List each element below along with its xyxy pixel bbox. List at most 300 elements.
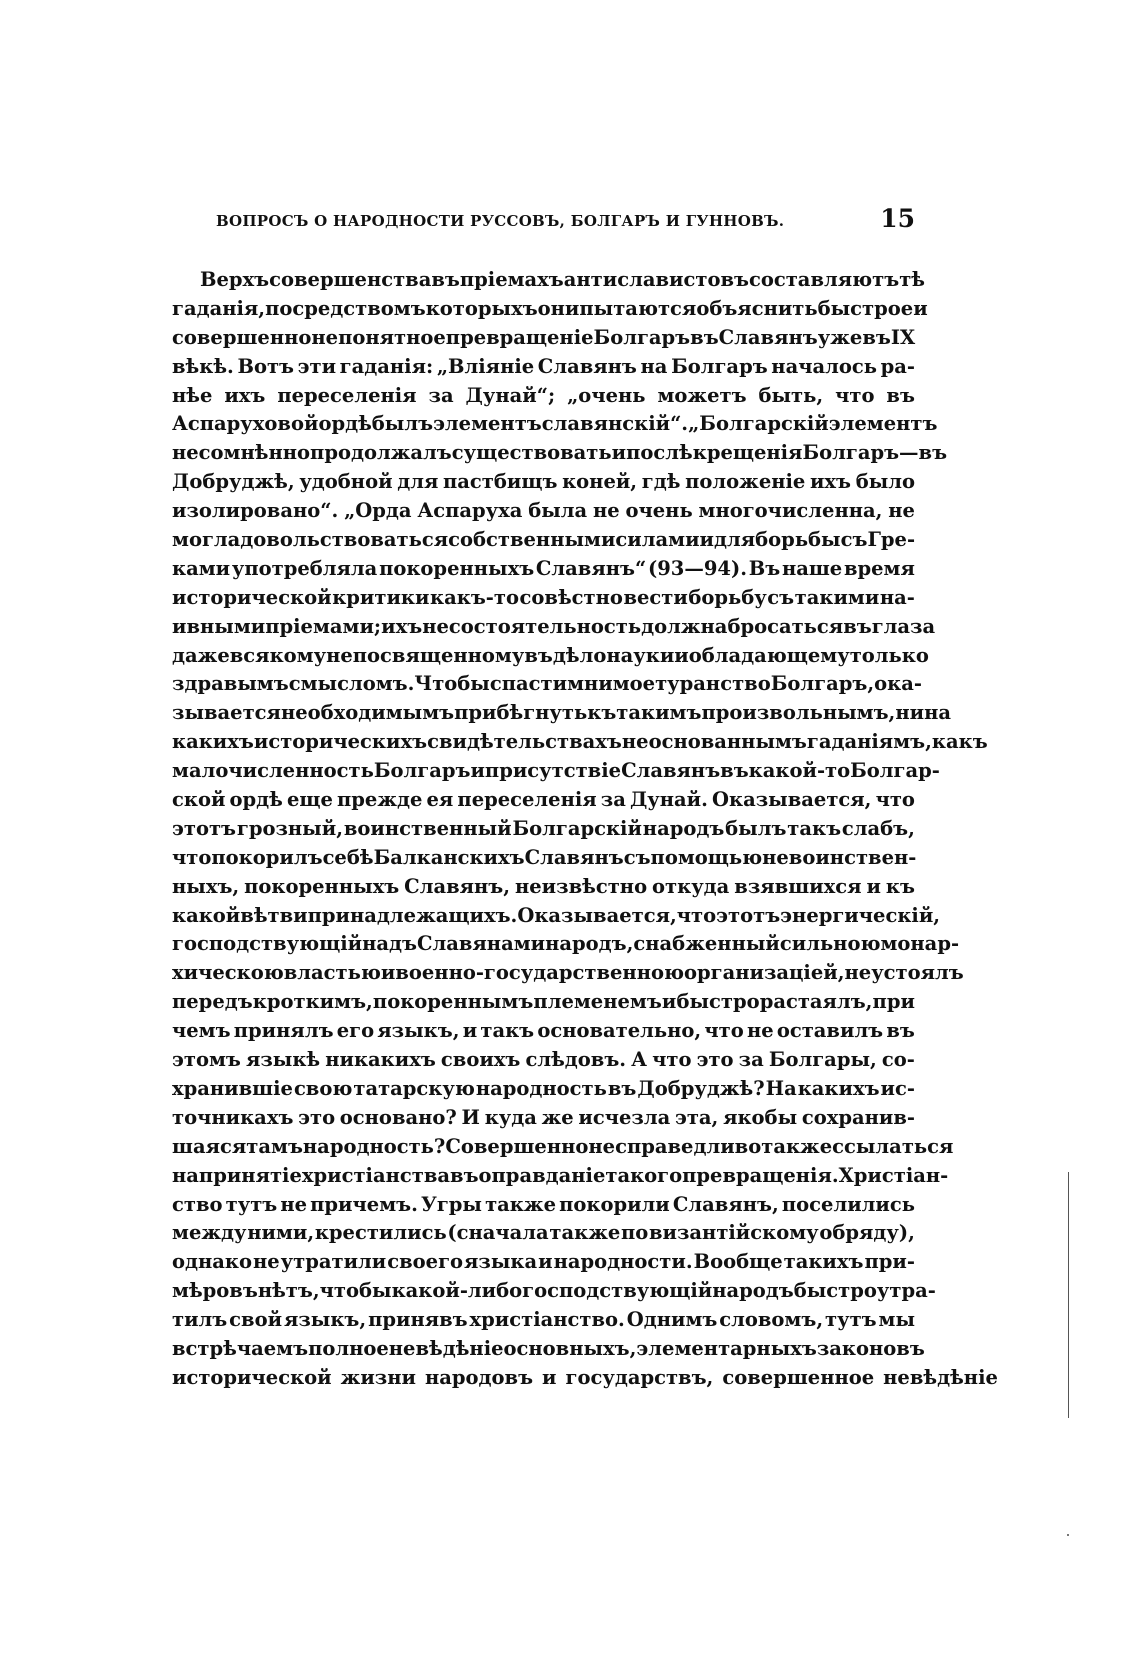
word: Славянъ,: [404, 874, 511, 898]
word: бросаться: [727, 614, 844, 638]
word: основано?: [339, 1105, 457, 1129]
word: съ: [840, 528, 868, 552]
text-line: [172, 1133, 954, 1162]
word: силами: [615, 528, 700, 552]
word: основаннымъ: [648, 730, 807, 754]
text-line: [172, 1219, 915, 1248]
word: для: [714, 528, 756, 552]
word: невѣдѣніе: [388, 1336, 504, 1360]
word: своихъ: [440, 1048, 521, 1072]
word: нѣтъ,: [257, 1279, 320, 1303]
word: крещенія: [692, 441, 803, 465]
text-line: [172, 757, 940, 786]
word: дѣло: [552, 643, 607, 667]
word: якобы: [723, 1105, 798, 1129]
word: былъ: [371, 412, 434, 436]
word: военно-государственною: [395, 961, 684, 985]
word: въ: [886, 1019, 915, 1043]
word: татарскую: [353, 1076, 475, 1100]
word: народовъ: [424, 1365, 534, 1389]
text-line: [172, 613, 936, 642]
word: исторической: [172, 585, 332, 609]
word: Добруджѣ?: [637, 1076, 765, 1100]
word: изолировано“.: [172, 499, 339, 523]
word: такъ: [787, 816, 842, 840]
word: науки: [606, 643, 675, 667]
word: элементъ: [433, 412, 542, 436]
word: невоинствен-: [762, 845, 917, 869]
word: что: [835, 383, 875, 407]
word: „Вліяніе: [436, 354, 535, 378]
word: превращеніе: [445, 325, 594, 349]
word: между: [172, 1221, 247, 1245]
word: ивными: [172, 614, 266, 638]
word: Болгаръ: [671, 354, 768, 378]
word: принятіе: [198, 1163, 302, 1187]
word: Вообще: [693, 1250, 783, 1274]
word: мнимое: [567, 672, 656, 696]
word: съ: [767, 585, 795, 609]
word: властью: [283, 961, 381, 985]
word: быстро: [676, 990, 760, 1014]
word: Однимъ: [626, 1308, 718, 1332]
word: Болгаръ,: [770, 672, 875, 696]
word: Аспаруха: [417, 499, 523, 523]
word: на-: [879, 585, 915, 609]
word: и: [542, 1365, 557, 1389]
word: утра-: [876, 1279, 936, 1303]
word: какъ: [931, 730, 988, 754]
word: оправданіе: [478, 1163, 606, 1187]
word: монар-: [880, 932, 960, 956]
running-title: ВОПРОСЪ О НАРОДНОСТИ РУССОВЪ, БОЛГАРЪ И ГУННОВЪ.: [216, 212, 785, 230]
word: элементъ: [828, 412, 938, 436]
word: Славянъ: [718, 325, 818, 349]
word: Оказывается,: [517, 903, 677, 927]
word: словомъ,: [719, 1308, 824, 1332]
word: народъ,: [545, 932, 634, 956]
word: также: [761, 1134, 833, 1158]
word: языка: [464, 1250, 538, 1274]
word: уже: [817, 325, 863, 349]
word: Оказывается,: [712, 788, 872, 812]
word: такъ: [480, 1019, 535, 1043]
word: удобной: [299, 470, 393, 494]
word: борьбы: [755, 528, 841, 552]
word: коней,: [562, 470, 638, 494]
word: Верхъ: [200, 268, 270, 291]
word: Аспаруховой: [172, 412, 319, 436]
word: тамъ: [246, 1134, 303, 1158]
text-line: [172, 353, 915, 382]
word: необходимымъ: [280, 701, 455, 725]
word: исторической: [172, 1365, 332, 1389]
word: чемъ: [172, 1019, 231, 1043]
word: объяснить: [696, 296, 818, 320]
text-line: [172, 1075, 915, 1104]
word: покоренныхъ: [244, 874, 400, 898]
word: и: [866, 874, 881, 898]
word: въ: [431, 268, 460, 291]
word: народъ: [712, 1279, 794, 1303]
word: какихъ: [172, 730, 254, 754]
text-line: [172, 1277, 936, 1306]
word: (93—94).: [647, 556, 747, 580]
word: и: [913, 296, 928, 320]
word: антиславистовъ: [563, 268, 749, 291]
word: полное: [308, 1336, 389, 1360]
word: не: [888, 499, 915, 523]
word: и: [611, 441, 627, 465]
text-line: [172, 1248, 915, 1277]
word: Славянъ: [537, 354, 637, 378]
text-line: [172, 1191, 915, 1220]
text-line: [172, 902, 941, 931]
word: спасти: [489, 672, 568, 696]
text-line: [172, 930, 960, 959]
text-line: [172, 728, 988, 757]
word: какъ-то: [430, 585, 519, 609]
word: борьбу: [688, 585, 767, 609]
word: византійскому: [648, 1221, 819, 1245]
word: неизвѣстно: [515, 874, 648, 898]
word: тѣ: [899, 268, 925, 291]
word: тутъ: [825, 1308, 877, 1332]
word: была: [528, 499, 588, 523]
word: кроткимъ,: [252, 990, 373, 1014]
word: не: [746, 1019, 774, 1043]
word: гдѣ: [641, 470, 681, 494]
text-line: [172, 786, 915, 815]
word: Совершенно: [445, 1134, 589, 1158]
word: невѣдѣніе: [883, 1365, 998, 1389]
word: ея: [426, 788, 454, 812]
word: грозный,: [236, 816, 343, 840]
word: наше: [781, 556, 843, 580]
word: при: [872, 990, 915, 1014]
word: этотъ: [172, 816, 237, 840]
word: никакихъ: [325, 1048, 436, 1072]
text-line: [172, 1306, 915, 1335]
word: свой: [229, 1308, 283, 1332]
word: себѣ: [322, 845, 374, 869]
word: Славянъ: [621, 759, 721, 783]
word: Болгары,: [768, 1048, 877, 1072]
word: государствъ,: [565, 1365, 714, 1389]
word: совершенства: [269, 268, 432, 291]
word: сохранив-: [801, 1105, 915, 1129]
word: какихъ: [797, 1076, 880, 1100]
word: не: [252, 1250, 280, 1274]
word: ихъ: [224, 383, 266, 407]
word: Болгаръ: [593, 325, 691, 349]
word: помощью: [650, 845, 763, 869]
word: чтобы: [319, 1279, 392, 1303]
word: Угры: [421, 1192, 482, 1216]
word: ними,: [247, 1221, 315, 1245]
word: за: [600, 788, 626, 812]
word: что: [875, 788, 915, 812]
word: своего: [387, 1250, 464, 1274]
text-line: [172, 295, 928, 324]
word: Гре-: [867, 528, 916, 552]
text-line: [172, 988, 915, 1017]
word: по: [620, 1221, 649, 1245]
word: Дунай.: [629, 788, 708, 812]
word: здравымъ: [172, 672, 289, 696]
word: ихъ: [381, 614, 423, 638]
word: за: [738, 1048, 764, 1072]
text-line: [172, 410, 938, 439]
word: не: [844, 961, 872, 985]
word: не: [592, 499, 620, 523]
word: превращенія.: [682, 1163, 839, 1187]
body-text: [172, 266, 998, 1393]
word: исчезла: [578, 1105, 671, 1129]
word: господствующій: [522, 1279, 713, 1303]
word: Славянъ,: [672, 1192, 779, 1216]
word: прибѣгнуть: [454, 701, 588, 725]
word: покореннымъ: [372, 990, 534, 1014]
word: можетъ: [657, 383, 747, 407]
word: вести: [623, 585, 688, 609]
word: съ: [623, 845, 651, 869]
word: такого: [605, 1163, 683, 1187]
word: зывается: [172, 701, 281, 725]
word: началось: [771, 354, 877, 378]
word: Вотъ: [237, 354, 294, 378]
word: Болгарскій: [512, 816, 642, 840]
word: снабженный: [633, 932, 780, 956]
word: племенемъ: [533, 990, 662, 1014]
word: въ: [524, 643, 553, 667]
word: нѣе: [172, 383, 213, 407]
word: посредствомъ: [265, 296, 426, 320]
text-line: [172, 497, 915, 526]
text-line: [172, 1104, 915, 1133]
word: тутъ: [225, 1192, 278, 1216]
word: покоренныхъ: [379, 556, 535, 580]
word: Славянъ“: [535, 556, 647, 580]
word: славянскій“.: [541, 412, 689, 436]
word: такимъ: [616, 701, 702, 725]
word: тилъ: [172, 1308, 228, 1332]
text-line: [172, 584, 915, 613]
word: несправедливо: [588, 1134, 762, 1158]
word: Въ: [748, 556, 781, 580]
word: поселились: [781, 1192, 915, 1216]
word: этотъ: [716, 903, 781, 927]
word: обладающему: [688, 643, 850, 667]
word: же: [541, 1105, 574, 1129]
word: глаза: [871, 614, 936, 638]
word: основательно,: [537, 1019, 702, 1043]
word: на: [640, 354, 668, 378]
word: крестились: [314, 1221, 447, 1245]
word: господствующій: [172, 932, 363, 956]
word: Чтобы: [414, 672, 490, 696]
text-line: [172, 873, 915, 902]
word: взявшихся: [734, 874, 862, 898]
word: растаялъ,: [759, 990, 873, 1014]
word: былъ: [725, 816, 787, 840]
word: гаданіямъ,: [806, 730, 932, 754]
text-line: [172, 1335, 925, 1364]
word: туранство: [655, 672, 771, 696]
word: и: [462, 1019, 478, 1043]
word: основныхъ,: [503, 1336, 637, 1360]
word: они: [537, 296, 580, 320]
word: даже: [172, 643, 230, 667]
text-line: [172, 1046, 915, 1075]
word: для: [397, 470, 439, 494]
text-line: [172, 642, 929, 671]
word: языкъ,: [377, 1019, 460, 1043]
word: Христіан-: [838, 1163, 949, 1187]
word: христіанства: [301, 1163, 451, 1187]
word: посвященному: [352, 643, 525, 667]
word: къ: [587, 701, 617, 725]
word: при-: [864, 1250, 915, 1274]
word: собственными: [448, 528, 616, 552]
text-line: [172, 526, 915, 555]
word: „Орда: [344, 499, 412, 523]
word: элементарныхъ: [636, 1336, 817, 1360]
word: Добруджѣ,: [172, 470, 295, 494]
word: не: [621, 730, 649, 754]
word: ссылаться: [832, 1134, 954, 1158]
word: хическою: [172, 961, 284, 985]
word: ордѣ: [229, 788, 283, 812]
word: продолжалъ: [310, 441, 452, 465]
word: причемъ.: [310, 1192, 418, 1216]
word: гаданія,: [172, 296, 266, 320]
word: очень: [625, 499, 693, 523]
word: принялъ: [233, 1019, 334, 1043]
word: языкѣ: [245, 1048, 321, 1072]
word: шаяся: [172, 1134, 247, 1158]
text-line: [172, 1017, 915, 1046]
word: составляютъ: [748, 268, 900, 291]
word: и: [470, 759, 485, 783]
word: ис-: [880, 1076, 915, 1100]
book-page: [172, 204, 998, 1393]
word: и: [380, 961, 396, 985]
word: прежде: [337, 788, 423, 812]
word: мѣровъ: [172, 1279, 258, 1303]
word: за: [428, 383, 454, 407]
word: несостоятельность: [422, 614, 642, 638]
text-line: [172, 670, 922, 699]
word: слѣдовъ.: [525, 1048, 627, 1072]
word: и: [538, 1250, 553, 1274]
word: жизни: [340, 1365, 416, 1389]
word: ныхъ,: [172, 874, 240, 898]
word: также: [485, 1192, 556, 1216]
word: Славянами: [416, 932, 546, 956]
word: свою: [293, 1076, 353, 1100]
word: въ: [886, 383, 915, 407]
text-line: [172, 555, 915, 584]
margin-scan-mark: [1067, 1534, 1069, 1536]
word: покорили: [559, 1192, 670, 1216]
word: также: [549, 1221, 621, 1245]
word: въ: [450, 1163, 479, 1187]
word: что: [676, 903, 717, 927]
word: къ: [885, 874, 915, 898]
word: ока-: [874, 672, 922, 696]
word: Балканскихъ: [373, 845, 525, 869]
word: ни: [895, 701, 925, 725]
word: такими: [794, 585, 880, 609]
word: быть,: [758, 383, 824, 407]
word: покорилъ: [211, 845, 323, 869]
word: этомъ: [172, 1048, 241, 1072]
word: пріемахъ: [459, 268, 564, 291]
word: что: [652, 1048, 692, 1072]
word: многочисленна,: [698, 499, 883, 523]
word: свидѣтельствахъ: [427, 730, 622, 754]
word: въ: [690, 325, 719, 349]
word: малочисленность: [172, 759, 374, 783]
word: точникахъ: [172, 1105, 294, 1129]
word: эти: [297, 354, 337, 378]
word: такихъ: [783, 1250, 864, 1274]
word: Болгаръ: [373, 759, 471, 783]
word: мы: [878, 1308, 915, 1332]
word: всякому: [229, 643, 327, 667]
word: какой-либо: [391, 1279, 523, 1303]
word: совѣстно: [519, 585, 623, 609]
word: непонятное: [311, 325, 446, 349]
text-line: [172, 844, 915, 873]
running-head: [172, 204, 915, 244]
word: однако: [172, 1250, 252, 1274]
word: языкъ,: [283, 1308, 367, 1332]
word: должна: [641, 614, 728, 638]
text-line: [172, 1364, 998, 1393]
word: христіанство.: [469, 1308, 625, 1332]
word: въ: [843, 614, 872, 638]
word: на: [172, 1163, 199, 1187]
word: ство: [172, 1192, 223, 1216]
word: совершенное: [722, 1365, 875, 1389]
word: энергическій,: [780, 903, 941, 927]
word: это: [298, 1105, 336, 1129]
word: критики: [332, 585, 430, 609]
text-line: [172, 324, 915, 353]
text-line: [172, 468, 915, 497]
text-line: [172, 959, 964, 988]
word: было: [855, 470, 915, 494]
word: со-: [881, 1048, 915, 1072]
word: не: [326, 643, 353, 667]
word: встрѣчаемъ: [172, 1336, 309, 1360]
word: положеніе: [685, 470, 806, 494]
word: какой-то: [748, 759, 851, 783]
word: совершенно: [172, 325, 312, 349]
word: присутствіе: [484, 759, 622, 783]
word: ской: [172, 788, 226, 812]
word: принявъ: [368, 1308, 468, 1332]
word: откуда: [652, 874, 730, 898]
word: переселенія: [457, 788, 597, 812]
word: историческихъ: [253, 730, 428, 754]
word: и: [699, 528, 715, 552]
word: употребляла: [231, 556, 378, 580]
word: довольствоваться: [240, 528, 449, 552]
word: сильною: [779, 932, 881, 956]
